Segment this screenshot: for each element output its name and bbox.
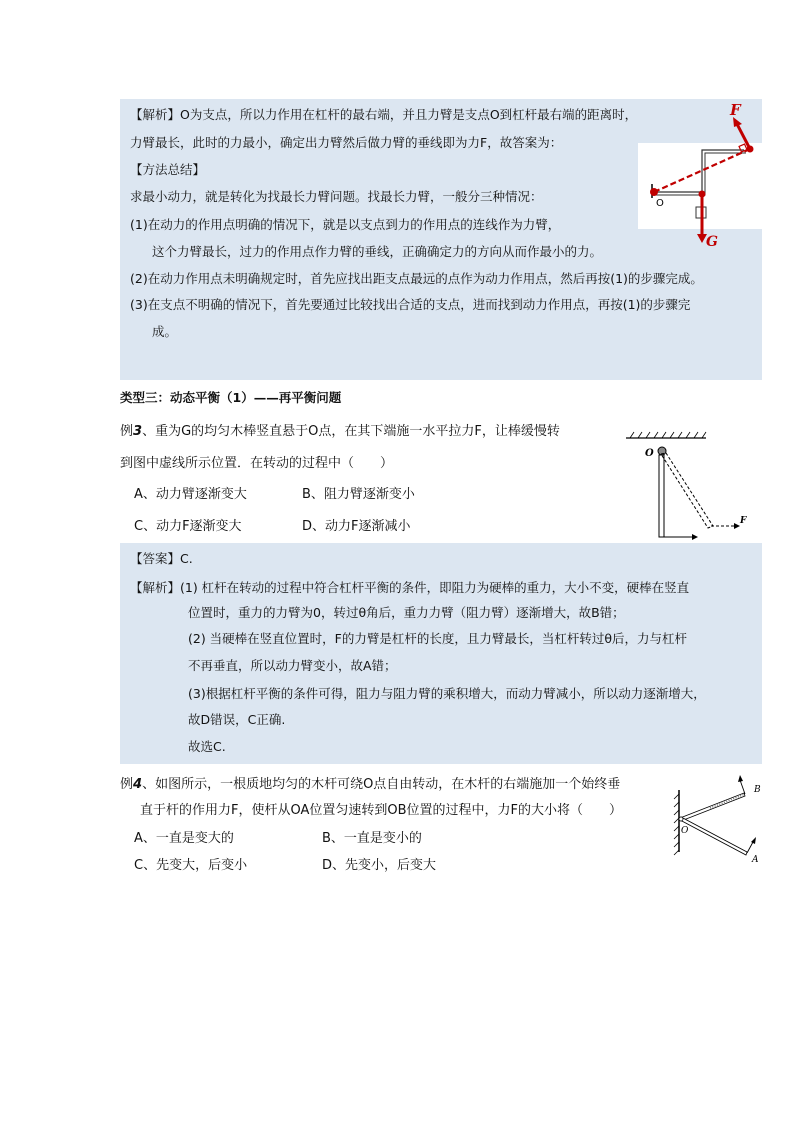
explain-line: (3)根据杠杆平衡的条件可得，阻力与阻力臂的乘积增大，而动力臂减小，所以动力逐渐增大， bbox=[188, 686, 706, 701]
force-B-arrow bbox=[740, 780, 745, 794]
rod-OA bbox=[680, 817, 747, 855]
label-O: O bbox=[681, 826, 689, 836]
explain-line: 故选C. bbox=[188, 739, 226, 754]
force-A-arrowhead bbox=[751, 837, 756, 844]
explain-line: 故D错误，C正确. bbox=[188, 712, 286, 727]
label-O: O bbox=[645, 448, 654, 459]
example-text: 、重为G的均匀木棒竖直悬于O点，在其下端施一水平拉力F，让棒缓慢转 bbox=[142, 424, 560, 439]
method-line: (2)在动力作用点未明确规定时，首先应找出距支点最远的点作为动力作用点，然后再按(1)的步骤完成。 bbox=[130, 271, 703, 286]
label-G: G bbox=[706, 234, 718, 250]
wall-rod-figure bbox=[670, 772, 770, 864]
example4-option-b: B、一直是变小的 bbox=[322, 831, 422, 846]
lever-figure-1 bbox=[638, 100, 762, 260]
force-point bbox=[747, 146, 754, 153]
method-line: 求最小动力，就是转化为找最长力臂问题。找最长力臂，一般分三种情况： bbox=[130, 189, 543, 204]
example3-line1 bbox=[120, 424, 560, 440]
example3-option-a: A、动力臂逐渐变大 bbox=[134, 487, 247, 502]
example4-option-a: A、一直是变大的 bbox=[134, 831, 234, 846]
explain-line: (2) 当硬棒在竖直位置时，F的力臂是杠杆的长度，且力臂最长，当杠杆转过θ后，力与杠杆 bbox=[188, 631, 688, 646]
answer-box-3 bbox=[120, 543, 762, 764]
explain-line: 位置时，重力的力臂为0，转过θ角后，重力力臂（阻力臂）逐渐增大，故B错； bbox=[188, 605, 625, 620]
force-B-arrowhead bbox=[738, 775, 743, 782]
pivot-point bbox=[650, 188, 658, 196]
example4-option-c: C、先变大，后变小 bbox=[134, 858, 248, 873]
method-line: (3)在支点不明确的情况下，首先要通过比较找出合适的支点，进而找到动力作用点，再按(1)的步骤完 bbox=[130, 297, 691, 312]
force-A-arrow bbox=[747, 842, 753, 853]
label-O: O bbox=[656, 198, 664, 209]
example-prefix: 例 bbox=[120, 777, 134, 792]
pivot-O bbox=[679, 817, 683, 821]
rod-vertical bbox=[659, 455, 664, 537]
example-text: 、如图所示，一根质地均匀的木杆可绕O点自由转动，在木杆的右端施加一个始终垂 bbox=[142, 777, 621, 792]
explain-line: 【解析】(1) 杠杆在转动的过程中符合杠杆平衡的条件，即阻力为硬棒的重力，大小不变，硬棒在竖直 bbox=[130, 580, 690, 595]
hanging-rod-figure bbox=[626, 432, 756, 557]
ceiling-hatch bbox=[630, 432, 706, 438]
label-F-dashed: F bbox=[740, 516, 747, 526]
example-number: 3 bbox=[133, 424, 143, 439]
explain-line: 不再垂直，所以动力臂变小，故A错； bbox=[188, 658, 397, 673]
rod-rotated-dashed bbox=[661, 453, 713, 528]
analysis-line: 力臂最长，此时的力最小，确定出力臂然后做力臂的垂线即为力F，故答案为： bbox=[130, 135, 563, 150]
method-line: 成。 bbox=[152, 324, 178, 339]
example-number: 4 bbox=[133, 777, 143, 792]
label-B: B bbox=[754, 785, 761, 795]
example3-line2: 到图中虚线所示位置．在转动的过程中（ ） bbox=[120, 456, 394, 471]
answer-line: 【答案】C. bbox=[130, 551, 193, 566]
section-title: 类型三：动态平衡（1）——再平衡问题 bbox=[120, 390, 342, 405]
example3-option-c: C、动力F逐渐变大 bbox=[134, 519, 242, 534]
method-line: 这个力臂最长，过力的作用点作力臂的垂线，正确确定力的方向从而作最小的力。 bbox=[152, 244, 603, 259]
example-prefix: 例 bbox=[120, 424, 134, 439]
analysis-line: 【解析】O为支点，所以力作用在杠杆的最右端，并且力臂是支点O到杠杆最右端的距离时， bbox=[130, 107, 638, 122]
example4-option-d: D、先变小，后变大 bbox=[322, 858, 437, 873]
example3-option-d: D、动力F逐渐减小 bbox=[302, 519, 411, 534]
example3-option-b: B、阻力臂逐渐变小 bbox=[302, 487, 415, 502]
example4-line1 bbox=[120, 777, 620, 793]
method-summary-heading: 【方法总结】 bbox=[130, 162, 206, 177]
label-A: A bbox=[752, 855, 759, 865]
method-line: (1)在动力的作用点明确的情况下，就是以支点到力的作用点的连线作为力臂， bbox=[130, 217, 561, 232]
force-solid-arrowhead bbox=[692, 534, 698, 540]
label-F: F bbox=[730, 101, 741, 119]
example4-line2: 直于杆的作用力F，使杆从OA位置匀速转到OB位置的过程中，力F的大小将（ ） bbox=[140, 803, 623, 818]
